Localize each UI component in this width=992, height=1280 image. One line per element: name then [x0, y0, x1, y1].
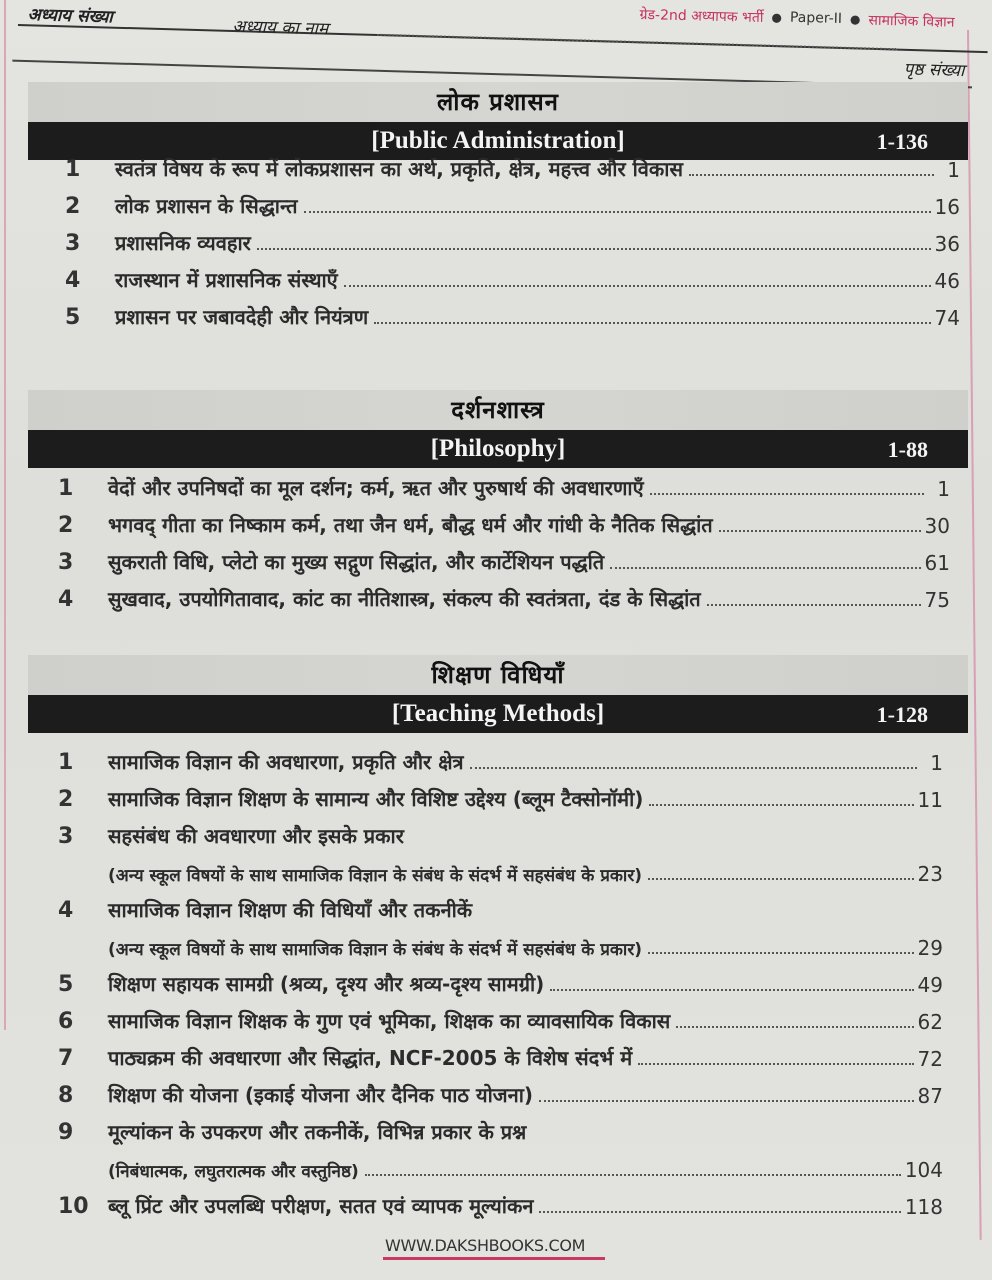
entry-page: 1: [947, 158, 960, 182]
leader-dots: [374, 322, 930, 324]
entry-title: प्रशासन पर जबावदेही और नियंत्रण: [115, 305, 369, 329]
section-title-band: [28, 430, 968, 468]
entry-title: (निबंधात्मक, लघुतरात्मक और वस्तुनिष्ठ): [108, 1162, 359, 1182]
entry-number: 4: [65, 268, 81, 293]
entry-page: 23: [917, 862, 943, 886]
toc-entry[interactable]: [58, 997, 943, 1034]
section-title-band: [28, 695, 968, 733]
leader-dots: [532, 1138, 917, 1139]
toc-entry[interactable]: [58, 886, 943, 923]
running-head-paper: Paper-II: [789, 9, 843, 27]
entry-number: 1: [65, 157, 81, 182]
toc-entry[interactable]: [58, 1034, 943, 1071]
entry-number: 2: [58, 513, 74, 538]
chapter-name-header: अध्याय का नाम: [232, 16, 329, 40]
leader-dots: [638, 1063, 913, 1065]
section-entries-philosophy: [58, 464, 950, 612]
leader-dots: [610, 567, 920, 569]
toc-entry[interactable]: [58, 501, 950, 538]
leader-dots: [650, 493, 924, 495]
toc-entry-subline[interactable]: [58, 849, 943, 886]
section-english-title: [Teaching Methods]: [391, 700, 605, 727]
entry-page: 74: [934, 306, 960, 330]
entry-page: 62: [917, 1010, 943, 1034]
leader-dots: [648, 952, 913, 954]
leader-dots: [648, 878, 913, 880]
entry-number: 3: [58, 824, 74, 849]
leader-dots: [304, 211, 931, 213]
toc-entry[interactable]: [65, 145, 960, 182]
entry-number: 7: [58, 1046, 74, 1071]
entry-page: 87: [917, 1084, 943, 1108]
toc-entry[interactable]: [58, 1071, 943, 1108]
entry-page: 75: [924, 588, 950, 612]
toc-entry[interactable]: [58, 1182, 943, 1219]
entry-number: 2: [58, 787, 74, 812]
toc-entry-subline[interactable]: [58, 923, 943, 960]
entry-page: 72: [917, 1047, 943, 1071]
bullet-icon: ●: [849, 12, 861, 27]
entry-number: 8: [58, 1083, 74, 1108]
entry-number: 4: [58, 587, 74, 612]
entry-title: (अन्य स्कूल विषयों के साथ सामाजिक विज्ञान के संबंध के संदर्भ में सहसंबंध के प्रकार): [108, 940, 643, 960]
entry-title: शिक्षण की योजना (इकाई योजना और दैनिक पाठ योजना): [108, 1083, 534, 1107]
leader-dots: [470, 767, 917, 769]
entry-title: ब्लू प्रिंट और उपलब्धि परीक्षण, सतत एवं व्यापक मूल्यांकन: [108, 1194, 534, 1218]
entry-page: 49: [917, 973, 943, 997]
entry-title: राजस्थान में प्रशासनिक संस्थाएँ: [115, 268, 338, 292]
entry-page: 1: [930, 751, 943, 775]
entry-number: 2: [65, 194, 81, 219]
right-margin-line: [967, 30, 982, 1240]
leader-dots: [257, 248, 931, 250]
bullet-icon: ●: [771, 10, 783, 25]
entry-title: स्वतंत्र विषय के रूप में लोकप्रशासन का अर्थ, प्रकृति, क्षेत्र, महत्त्व और विकास: [115, 157, 683, 181]
entry-title: सामाजिक विज्ञान शिक्षण की विधियाँ और तकनीकें: [108, 898, 473, 922]
entry-number: 10: [58, 1194, 89, 1219]
entry-title: सहसंबंध की अवधारणा और इसके प्रकार: [108, 824, 404, 848]
entry-title: सुकराती विधि, प्लेटो का मुख्य सद्गुण सिद्धांत, और कार्टेशियन पद्धति: [108, 550, 605, 574]
toc-entry[interactable]: [58, 1108, 943, 1145]
entry-title: प्रशासनिक व्यवहार: [115, 231, 251, 255]
entry-title: (अन्य स्कूल विषयों के साथ सामाजिक विज्ञान के संबंध के संदर्भ में सहसंबंध के प्रकार): [108, 866, 643, 886]
entry-title: लोक प्रशासन के सिद्धान्त: [115, 194, 298, 218]
section-page-range: 1-128: [876, 702, 928, 727]
leader-dots: [719, 530, 921, 532]
entry-page: 46: [934, 269, 960, 293]
entry-page: 30: [924, 514, 950, 538]
page-number-header: पृष्ठ संख्या: [903, 59, 965, 82]
leader-dots: [344, 285, 931, 287]
leader-dots: [649, 804, 913, 806]
toc-entry[interactable]: [65, 293, 960, 330]
section-hindi-title: लोक प्रशासन: [436, 88, 559, 116]
running-head-exam: ग्रेड-2nd अध्यापक भर्ती: [639, 6, 764, 26]
entry-page: 1: [937, 477, 950, 501]
entry-page: 61: [924, 551, 950, 575]
leader-dots: [539, 1100, 914, 1102]
entry-number: 1: [58, 750, 74, 775]
entry-title: मूल्यांकन के उपकरण और तकनीकें, विभिन्न प्रकार के प्रश्न: [108, 1120, 527, 1144]
section-entries-teaching-methods: [58, 738, 943, 1219]
section-philosophy: [28, 390, 968, 468]
section-hindi-title: शिक्षण विधियाँ: [431, 661, 565, 689]
entry-number: 1: [58, 476, 74, 501]
toc-entry[interactable]: [58, 575, 950, 612]
chapter-number-header: अध्याय संख्या: [27, 4, 114, 28]
section-entries-public-administration: [65, 145, 960, 330]
toc-entry[interactable]: [65, 182, 960, 219]
leader-dots: [410, 842, 917, 843]
entry-number: 3: [65, 231, 81, 256]
entry-number: 4: [58, 898, 74, 923]
toc-entry[interactable]: [58, 738, 943, 775]
leader-dots: [550, 989, 913, 991]
entry-page: 11: [917, 788, 943, 812]
entry-number: 5: [58, 972, 74, 997]
section-hindi-band: [28, 390, 968, 430]
toc-entry[interactable]: [58, 812, 943, 849]
section-english-title: [Public Administration]: [371, 127, 625, 154]
entry-title: सामाजिक विज्ञान शिक्षक के गुण एवं भूमिका, शिक्षक का व्यावसायिक विकास: [108, 1009, 671, 1033]
section-english-title: [Philosophy]: [430, 435, 566, 462]
entry-title: वेदों और उपनिषदों का मूल दर्शन; कर्म, ऋत और पुरुषार्थ की अवधारणाएँ: [108, 476, 644, 500]
entry-title: पाठ्यक्रम की अवधारणा और सिद्धांत, NCF-2005 के विशेष संदर्भ में: [108, 1046, 633, 1070]
entry-page: 36: [934, 232, 960, 256]
leader-dots: [676, 1026, 913, 1028]
entry-title: भगवद् गीता का निष्काम कर्म, तथा जैन धर्म, बौद्ध धर्म और गांधी के नैतिक सिद्धांत: [108, 513, 713, 537]
entry-page: 118: [904, 1195, 943, 1219]
toc-entry[interactable]: [65, 256, 960, 293]
toc-entry[interactable]: [58, 538, 950, 575]
section-hindi-band: [28, 655, 968, 695]
toc-entry[interactable]: [58, 960, 943, 997]
publisher-website-link[interactable]: WWW.DAKSHBOOKS.COM: [385, 1236, 586, 1255]
entry-title: सुखवाद, उपयोगितावाद, कांट का नीतिशास्त्र, संकल्प की स्वतंत्रता, दंड के सिद्धांत: [108, 587, 701, 611]
left-margin-line: [4, 0, 6, 1030]
toc-entry[interactable]: [65, 219, 960, 256]
running-head-subject: सामाजिक विज्ञान: [868, 12, 955, 31]
section-page-range: 1-88: [887, 437, 928, 462]
toc-entry-subline[interactable]: [58, 1145, 943, 1182]
toc-entry[interactable]: [58, 464, 950, 501]
section-teaching-methods: [28, 655, 968, 733]
leader-dots: [689, 174, 934, 176]
section-hindi-title: दर्शनशास्त्र: [451, 396, 545, 424]
entry-number: 3: [58, 550, 74, 575]
section-hindi-band: [28, 82, 968, 122]
entry-title: सामाजिक विज्ञान शिक्षण के सामान्य और विशिष्ट उद्देश्य (ब्लूम टैक्सोनॉमी): [108, 787, 644, 811]
entry-number: 5: [65, 305, 81, 330]
entry-number: 9: [58, 1120, 74, 1145]
section-page-range: 1-136: [876, 129, 928, 154]
entry-title: शिक्षण सहायक सामग्री (श्रव्य, दृश्य और श्रव्य-दृश्य सामग्री): [108, 972, 545, 996]
header-leader-dots: [377, 34, 897, 51]
entry-number: 6: [58, 1009, 74, 1034]
website-underline: [383, 1257, 605, 1260]
leader-dots: [707, 604, 921, 606]
leader-dots: [365, 1174, 901, 1176]
entry-title: सामाजिक विज्ञान की अवधारणा, प्रकृति और क्षेत्र: [108, 750, 464, 774]
leader-dots: [539, 1211, 900, 1213]
entry-page: 104: [904, 1158, 943, 1182]
toc-entry[interactable]: [58, 775, 943, 812]
entry-page: 29: [917, 936, 943, 960]
entry-page: 16: [934, 195, 960, 219]
leader-dots: [478, 916, 917, 917]
